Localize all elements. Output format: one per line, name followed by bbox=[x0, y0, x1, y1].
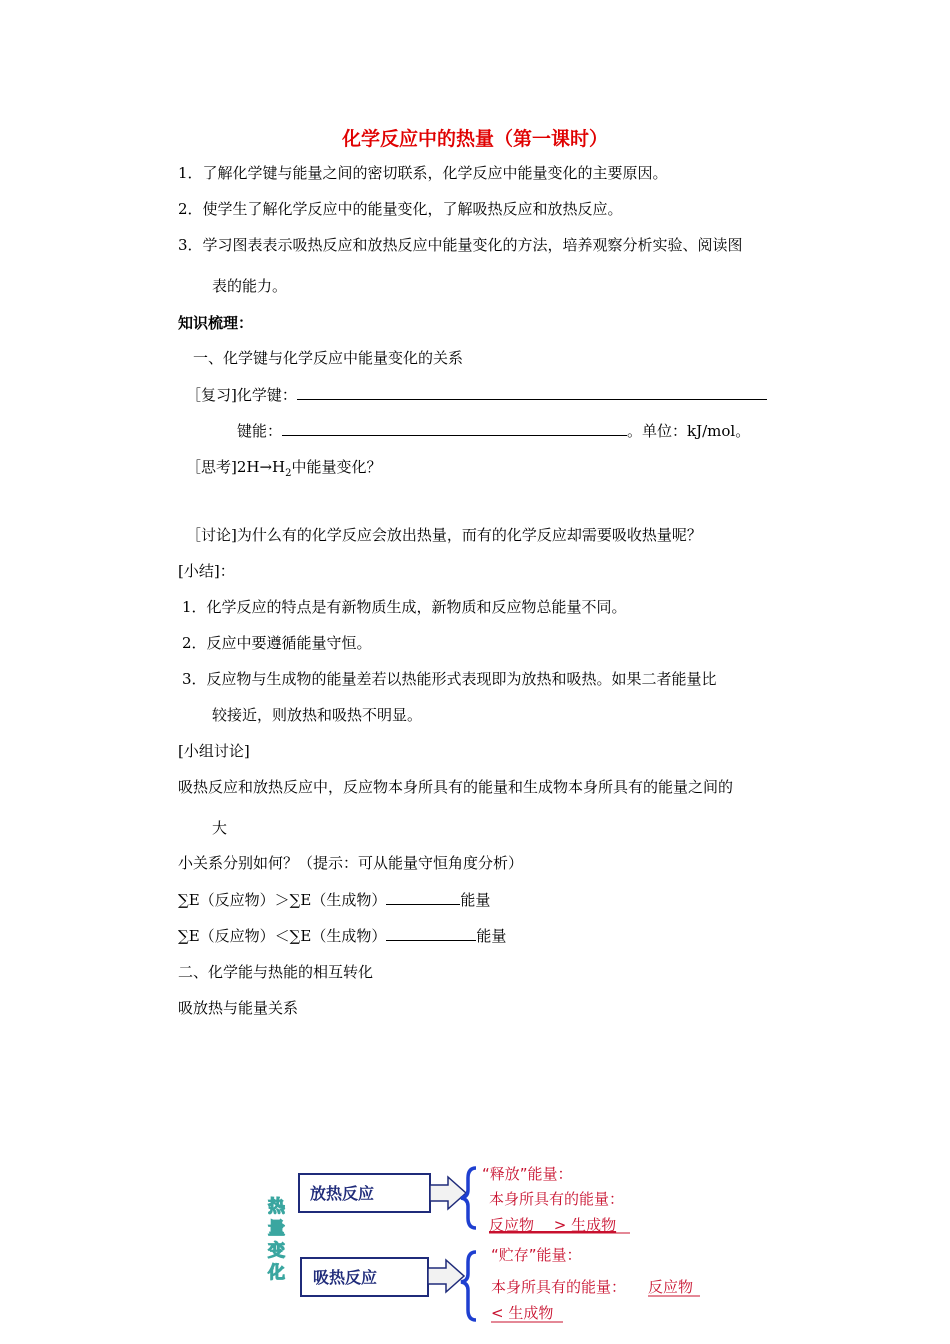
summary-item-3-continued: 较接近，则放热和吸热不明显。 bbox=[212, 706, 423, 724]
review-label: ［复习]化学键： bbox=[186, 386, 297, 404]
objective-3-continued: 表的能力。 bbox=[212, 277, 288, 295]
side-label bbox=[267, 1197, 286, 1283]
objective-2: 2．使学生了解化学反应中的能量变化，了解吸热反应和放热反应。 bbox=[178, 200, 623, 218]
relation-left: ∑E（反应物）＞∑E（生成物） bbox=[178, 891, 387, 909]
section2-heading: 二、化学能与热能的相互转化 bbox=[178, 963, 374, 981]
relation-left: ∑E（反应物）＜∑E（生成物） bbox=[178, 927, 387, 945]
document-title: 化学反应中的热量（第一课时） bbox=[341, 128, 608, 150]
side-char-3: 变 bbox=[268, 1241, 285, 1261]
knowledge-heading: 知识梳理： bbox=[178, 314, 254, 332]
relation-right: 能量 bbox=[460, 891, 491, 909]
bond-energy-line bbox=[237, 421, 750, 441]
objective-3: 3．学习图表表示吸热反应和放热反应中能量变化的方法，培养观察分析实验、阅读图 bbox=[178, 236, 743, 254]
relation-blank bbox=[386, 926, 476, 941]
think-line bbox=[186, 457, 382, 484]
summary-item-1: 1．化学反应的特点是有新物质生成，新物质和反应物总能量不同。 bbox=[182, 598, 627, 616]
relation-right: 能量 bbox=[476, 927, 507, 945]
review-line bbox=[186, 385, 767, 405]
summary-item-3: 3．反应物与生成物的能量差若以热能形式表现即为放热和吸热。如果二者能量比 bbox=[182, 670, 717, 688]
unit-text: 。单位：kJ/mol。 bbox=[627, 422, 751, 440]
bond-energy-label: 键能： bbox=[237, 422, 283, 440]
think-prefix: ［思考]2H→H bbox=[186, 458, 286, 476]
endothermic-comparison-text: < 生成物 bbox=[491, 1304, 554, 1322]
side-char-4: 化 bbox=[268, 1263, 285, 1283]
endothermic-reactant-text: 反应物 bbox=[648, 1278, 694, 1296]
exothermic-release-text: “释放”能量： bbox=[482, 1165, 573, 1183]
section1-heading: 一、化学键与化学反应中能量变化的关系 bbox=[193, 349, 464, 367]
group-discussion-label: [小组讨论] bbox=[178, 742, 250, 760]
exothermic-arrow bbox=[430, 1177, 466, 1209]
endothermic-energy-text: 本身所具有的能量： bbox=[491, 1278, 627, 1296]
section2-subheading: 吸放热与能量关系 bbox=[178, 999, 299, 1017]
group-discussion-line-3: 小关系分别如何？（提示：可从能量守恒角度分析） bbox=[178, 854, 524, 872]
group-discussion-line-1: 吸热反应和放热反应中，反应物本身所具有的能量和生成物本身所具有的能量之间的 bbox=[178, 778, 734, 796]
endothermic-store-text: “贮存”能量： bbox=[491, 1246, 582, 1264]
objective-1: 1．了解化学键与能量之间的密切联系，化学反应中能量变化的主要原因。 bbox=[178, 164, 668, 182]
relation-exothermic bbox=[178, 890, 490, 910]
bond-energy-blank bbox=[282, 421, 627, 436]
endothermic-label: 吸热反应 bbox=[313, 1268, 378, 1287]
heat-change-diagram-svg bbox=[258, 1160, 718, 1330]
side-char-1: 热 bbox=[268, 1197, 285, 1217]
chemical-bond-blank bbox=[297, 385, 767, 400]
heat-change-diagram bbox=[258, 1160, 718, 1330]
relation-blank bbox=[386, 890, 460, 905]
side-char-2: 量 bbox=[268, 1219, 285, 1239]
discuss-line: ［讨论]为什么有的化学反应会放出热量，而有的化学反应却需要吸收热量呢？ bbox=[186, 526, 702, 544]
exothermic-brace bbox=[461, 1168, 476, 1228]
endothermic-brace bbox=[461, 1252, 476, 1320]
summary-label: [小结]： bbox=[178, 562, 235, 580]
think-subscript: 2 bbox=[285, 468, 292, 479]
summary-item-2: 2．反应中要遵循能量守恒。 bbox=[182, 634, 372, 652]
exothermic-label: 放热反应 bbox=[310, 1184, 375, 1203]
exothermic-comparison-text: 反应物 > 生成物 bbox=[489, 1216, 617, 1234]
think-suffix: 中能量变化？ bbox=[291, 458, 382, 476]
endothermic-arrow bbox=[428, 1260, 464, 1292]
exothermic-energy-text: 本身所具有的能量： bbox=[489, 1190, 625, 1208]
relation-endothermic bbox=[178, 926, 506, 946]
group-discussion-line-2: 大 bbox=[212, 819, 228, 837]
